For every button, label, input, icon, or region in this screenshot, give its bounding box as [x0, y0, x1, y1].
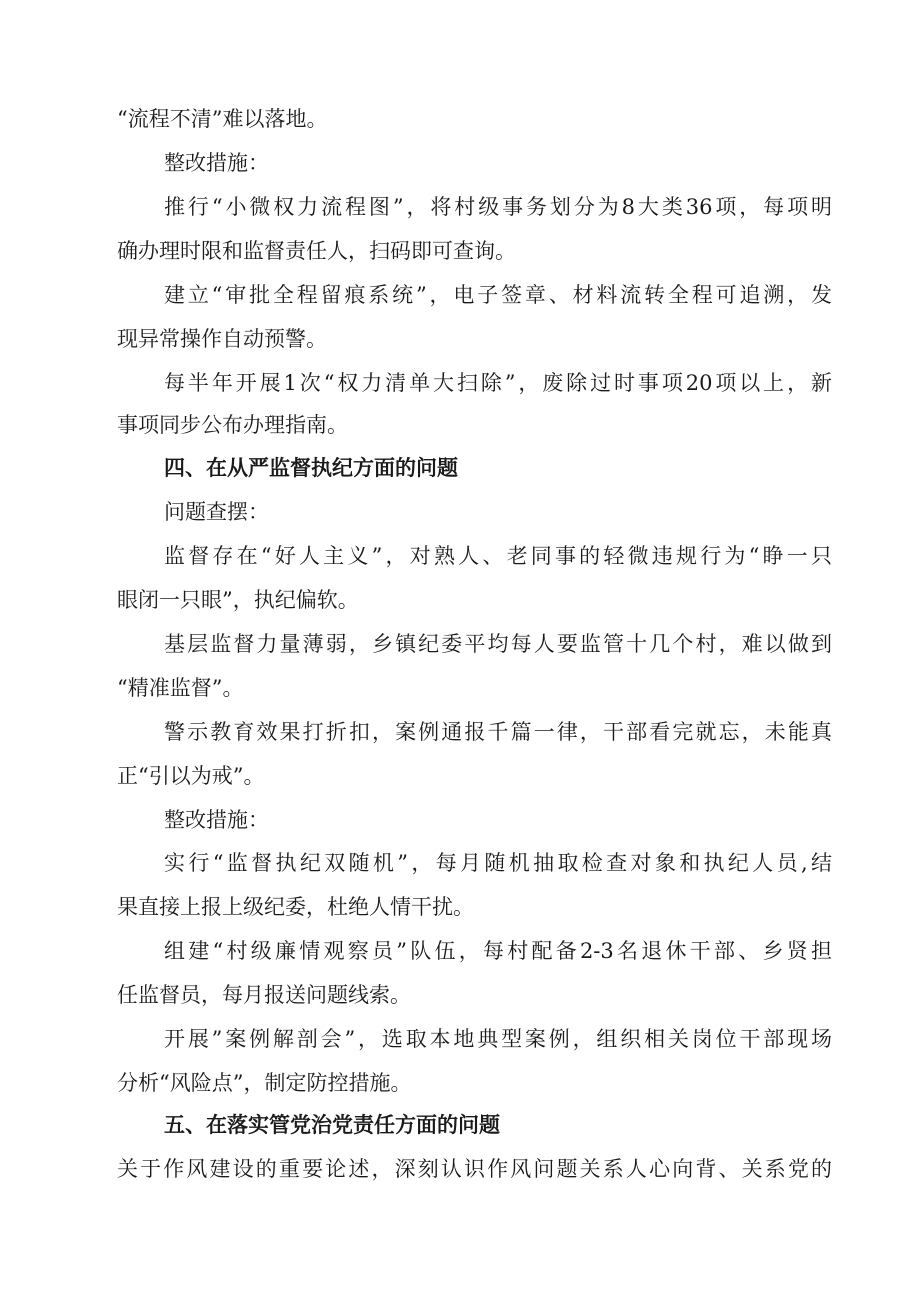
paragraph-line: 基层监督力量薄弱，乡镇纪委平均每人要监管十几个村，难以做到 [164, 632, 832, 656]
paragraph-line: 果直接上报上级纪委，杜绝人情干扰。 [117, 895, 474, 919]
paragraph-line: 建立“审批全程留痕系统”，电子签章、材料流转全程可追溯，发 [164, 283, 832, 307]
paragraph-line: 分析“风险点”，制定防控措施。 [117, 1071, 412, 1095]
section-heading-5: 五、在落实管党治党责任方面的问题 [164, 1113, 500, 1137]
paragraph-line: 开展”案例解剖会”，选取本地典型案例，组织相关岗位干部现场 [164, 1027, 832, 1051]
paragraph-line: 确办理时限和监督责任人，扫码即可查询。 [117, 239, 516, 263]
paragraph-line: 现异常操作自动预警。 [117, 327, 327, 351]
paragraph-line: 监督存在“好人主义”，对熟人、老同事的轻微违规行为“睁一只 [164, 544, 832, 568]
subheading-rectification-measures: 整改措施： [164, 808, 269, 832]
subheading-problem-review: 问题查摆： [164, 500, 269, 524]
paragraph-line: 任监督员，每月报送问题线索。 [117, 983, 411, 1007]
paragraph-line: 组建“村级廉情观察员”队伍，每村配备2-3名退休干部、乡贤担 [164, 939, 832, 963]
paragraph-line: 推行“小微权力流程图”，将村级事务划分为8大类36项，每项明 [164, 195, 832, 219]
section-heading-4: 四、在从严监督执纪方面的问题 [164, 456, 458, 480]
paragraph-line: 关于作风建设的重要论述，深刻认识作风问题关系人心向背、关系党的 [117, 1157, 832, 1181]
paragraph-line: “精准监督”。 [117, 676, 244, 700]
paragraph-line: 警示教育效果打折扣，案例通报千篇一律，干部看完就忘，未能真 [164, 720, 832, 744]
paragraph-line: 眼闭一只眼”，执纪偏软。 [117, 588, 359, 612]
paragraph-line: 实行“监督执纪双随机”，每月随机抽取检查对象和执纪人员,结 [164, 851, 832, 875]
paragraph-line: 正“引以为戒”。 [117, 764, 265, 788]
paragraph-line: “流程不清”难以落地。 [117, 107, 328, 131]
subheading-rectification-measures: 整改措施： [164, 151, 269, 175]
paragraph-line: 每半年开展1次“权力清单大扫除”，废除过时事项20项以上，新 [164, 371, 832, 395]
paragraph-line: 事项同步公布办理指南。 [117, 413, 348, 437]
